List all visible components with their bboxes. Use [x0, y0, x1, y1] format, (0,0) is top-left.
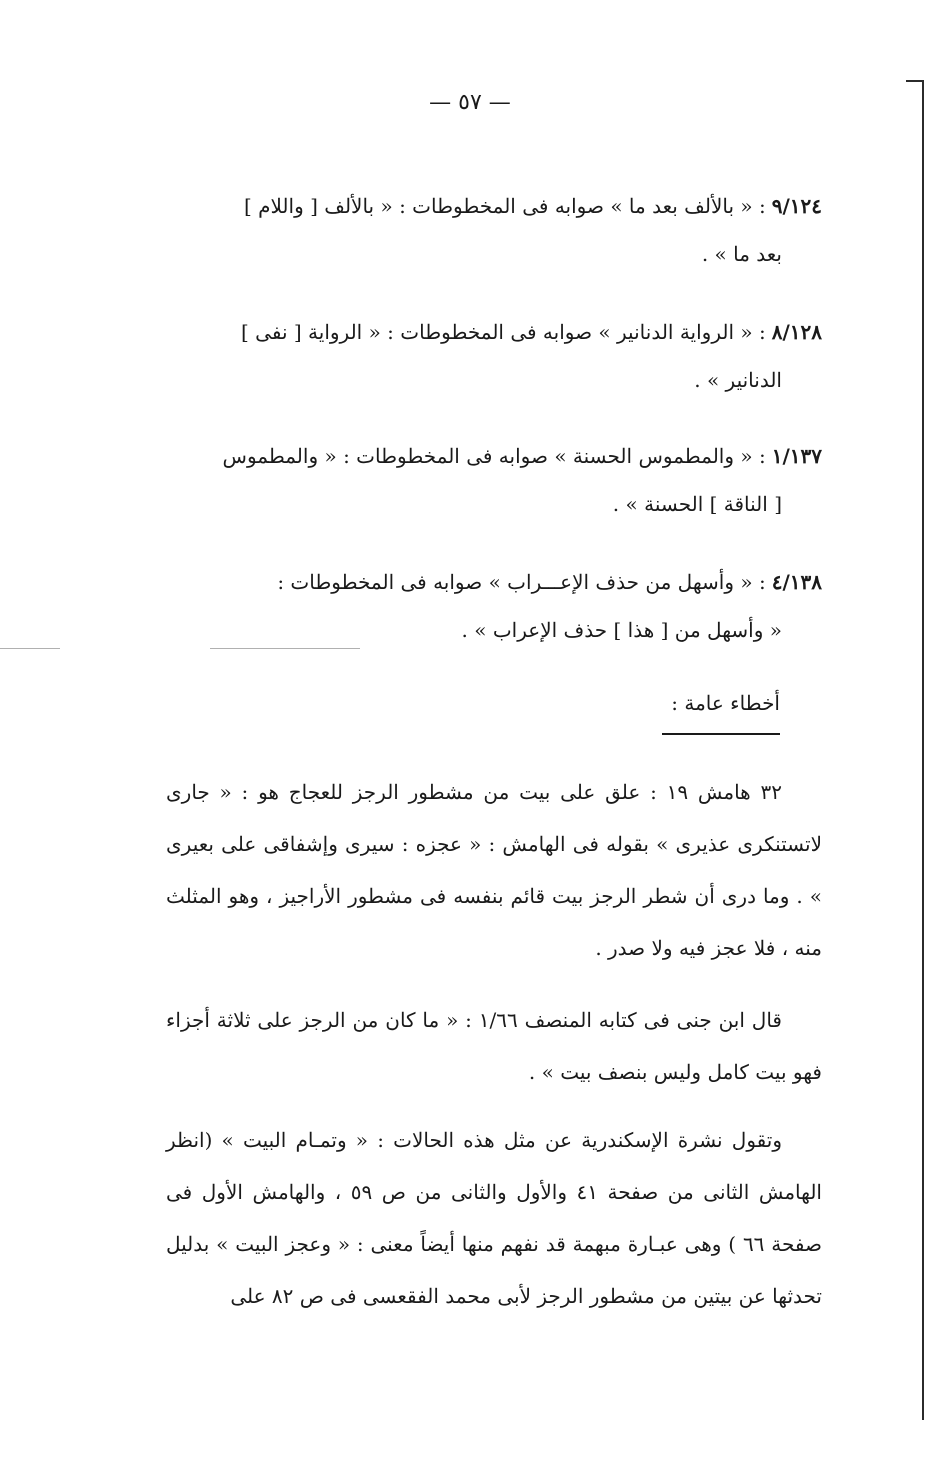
- errata-ref: ٤/١٣٨: [771, 570, 822, 594]
- errata-text: : « والمطموس الحسنة » صوابه فى المخطوطات : « والمطموس: [222, 444, 766, 468]
- margin-rule-tick: [906, 80, 924, 82]
- section-heading: أخطاء عامة :: [671, 691, 780, 715]
- errata-entry-2: [162, 308, 822, 404]
- paragraph-text: ٣٢ هامش ١٩ : علق على بيت من مشطور الرجز للعجاج هو : « جارى لاتستنكرى عذيرى » بقوله فى الهامش : « عجزه : سيرى وإشفاقى على بعيرى » . وما درى أن شطر الرجز بيت قائم بنفسه فى مشطور الأراجيز ، وهو المثلث منه ، فلا عجز فيه ولا صدر .: [166, 780, 822, 960]
- errata-text: : « بالألف بعد ما » صوابه فى المخطوطات : « بالألف [ واللام ]: [243, 194, 766, 218]
- paragraph-1: [166, 766, 822, 974]
- errata-entry-1: [162, 182, 822, 278]
- heading-underline: [662, 733, 780, 735]
- errata-entry-3: [162, 432, 822, 528]
- paragraph-2: [166, 994, 822, 1098]
- errata-ref: ٩/١٢٤: [771, 194, 822, 218]
- paragraph-text: قال ابن جنى فى كتابه المنصف ١/٦٦ : « ما كان من الرجز على ثلاثة أجزاء فهو بيت كامل وليس بنصف بيت » .: [166, 1008, 822, 1084]
- errata-ref: ٨/١٢٨: [771, 320, 822, 344]
- errata-text: : « وأسهل من حذف الإعـــراب » صوابه فى المخطوطات :: [277, 570, 766, 594]
- margin-mark: [0, 648, 60, 649]
- margin-mark: [210, 648, 360, 649]
- errata-ref: ١/١٣٧: [771, 444, 822, 468]
- paragraph-text: وتقول نشرة الإسكندرية عن مثل هذه الحالات : « وتمـام البيت » (انظر الهامش الثانى من صفحة ٤١ والأول والثانى من ص ٥٩ ، والهامش الأول فى صفحة ٦٦ ) وهى عبـارة مبهمة قد نفهم منها أيضاً معنى : « وعجز البيت » بدليل تحدثها عن بيتين من مشطور الرجز لأبى محمد الفقعسى فى ص ٨٢ على: [166, 1128, 822, 1308]
- errata-continuation: [ الناقة ] الحسنة » .: [612, 492, 782, 516]
- errata-text: : « الرواية الدنانير » صوابه فى المخطوطات : « الرواية [ نفى ]: [241, 320, 766, 344]
- errata-continuation: « وأسهل من [ هذا ] حذف الإعراب » .: [461, 618, 782, 642]
- errata-entry-4: [162, 558, 822, 654]
- page-number: — ٥٧ —: [429, 90, 511, 115]
- paragraph-3: [166, 1114, 822, 1322]
- errata-continuation: بعد ما » .: [701, 242, 782, 266]
- errata-continuation: الدنانير » .: [694, 368, 782, 392]
- margin-rule: [922, 80, 924, 1420]
